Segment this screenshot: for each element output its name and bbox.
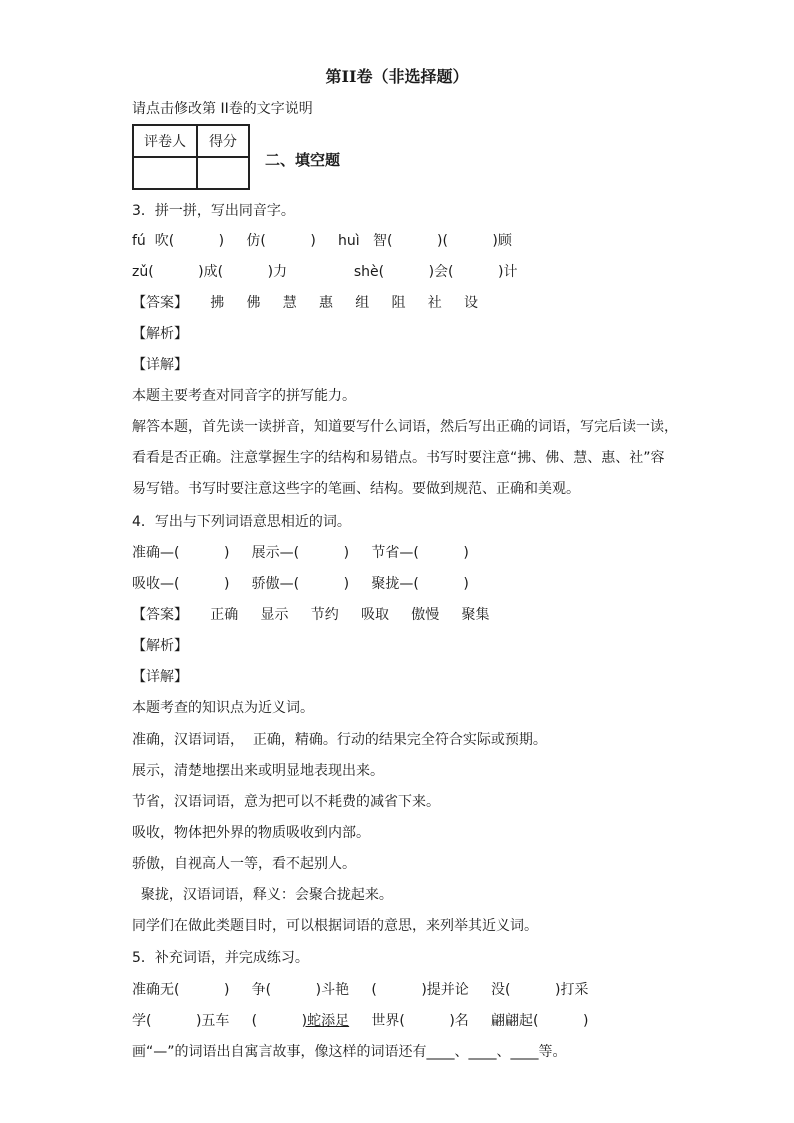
q5-underlined-idiom: )蛇添足 [301,1013,350,1029]
q4-p5: 吸收，物体把外界的物质吸收到内部。 [132,825,370,841]
q4-p8: 同学们在做此类题目时，可以根据词语的意思，来列举其近义词。 [132,918,538,934]
section-heading: 二、填空题 [265,151,341,169]
q3-row2: zǔ( )成( )力 shè( )会( )计 [132,264,518,280]
page-title: 第II卷（非选择题） [325,67,469,86]
q3-p2b: 看看是否正确。注意掌握生字的结构和易错点。书写时要注意“拂、佛、慧、惠、社”容 [132,450,665,466]
score-cell [197,157,249,189]
reviewer-header: 评卷人 [133,125,197,157]
q3-p1: 本题主要考查对同音字的拼写能力。 [132,388,356,404]
q4-p3: 展示，清楚地摆出来或明显地表现出来。 [132,763,384,779]
q3-row1: fú 吹( ) 仿( ) huì 智( )( )顾 [132,233,512,249]
q5-row2 [132,1011,588,1031]
q5-stem: 5．补充词语，并完成练习。 [132,950,309,966]
q4-row1: 准确—( ) 展示—( ) 节省—( ) [132,545,469,561]
q5-row2-part2: 世界( )名 翩翩起( ) [349,1013,589,1029]
q3-stem: 3．拼一拼，写出同音字。 [132,203,295,219]
q5-row2-part1: 学( )五车 ( [132,1013,302,1029]
q4-row2: 吸收—( ) 骄傲—( ) 聚拢—( ) [132,576,469,592]
score-table [132,124,250,190]
q4-p1: 本题考查的知识点为近义词。 [132,700,314,716]
q4-p7: 聚拢，汉语词语，释义：会聚合拢起来。 [132,887,393,903]
q5-row3: 画“—”的词语出自寓言故事，像这样的词语还有____、____、____等。 [132,1044,567,1060]
q4-p4: 节省，汉语词语，意为把可以不耗费的减省下来。 [132,794,440,810]
q4-p2: 准确，汉语词语， 正确，精确。行动的结果完全符合实际或预期。 [132,732,547,748]
q5-row1: 准确无( ) 争( )斗艳 ( )提并论 没( )打采 [132,982,589,998]
q3-detail: 【详解】 [132,357,188,373]
q4-answer: 【答案】 正确 显示 节约 吸取 傲慢 聚集 [132,607,490,623]
q3-p2a: 解答本题，首先读一读拼音，知道要写什么词语，然后写出正确的词语，写完后读一读， [132,419,678,435]
q3-answer: 【答案】 拂 佛 慧 惠 组 阻 社 设 [132,295,479,311]
q3-analysis: 【解析】 [132,326,188,342]
reviewer-cell [133,157,197,189]
q4-p6: 骄傲，自视高人一等，看不起别人。 [132,856,356,872]
q4-detail: 【详解】 [132,669,188,685]
q4-stem: 4．写出与下列词语意思相近的词。 [132,514,351,530]
section-note: 请点击修改第 II卷的文字说明 [132,101,313,117]
q3-p2c: 易写错。书写时要注意这些字的笔画、结构。要做到规范、正确和美观。 [132,481,580,497]
q4-analysis: 【解析】 [132,638,188,654]
score-header: 得分 [197,125,249,157]
